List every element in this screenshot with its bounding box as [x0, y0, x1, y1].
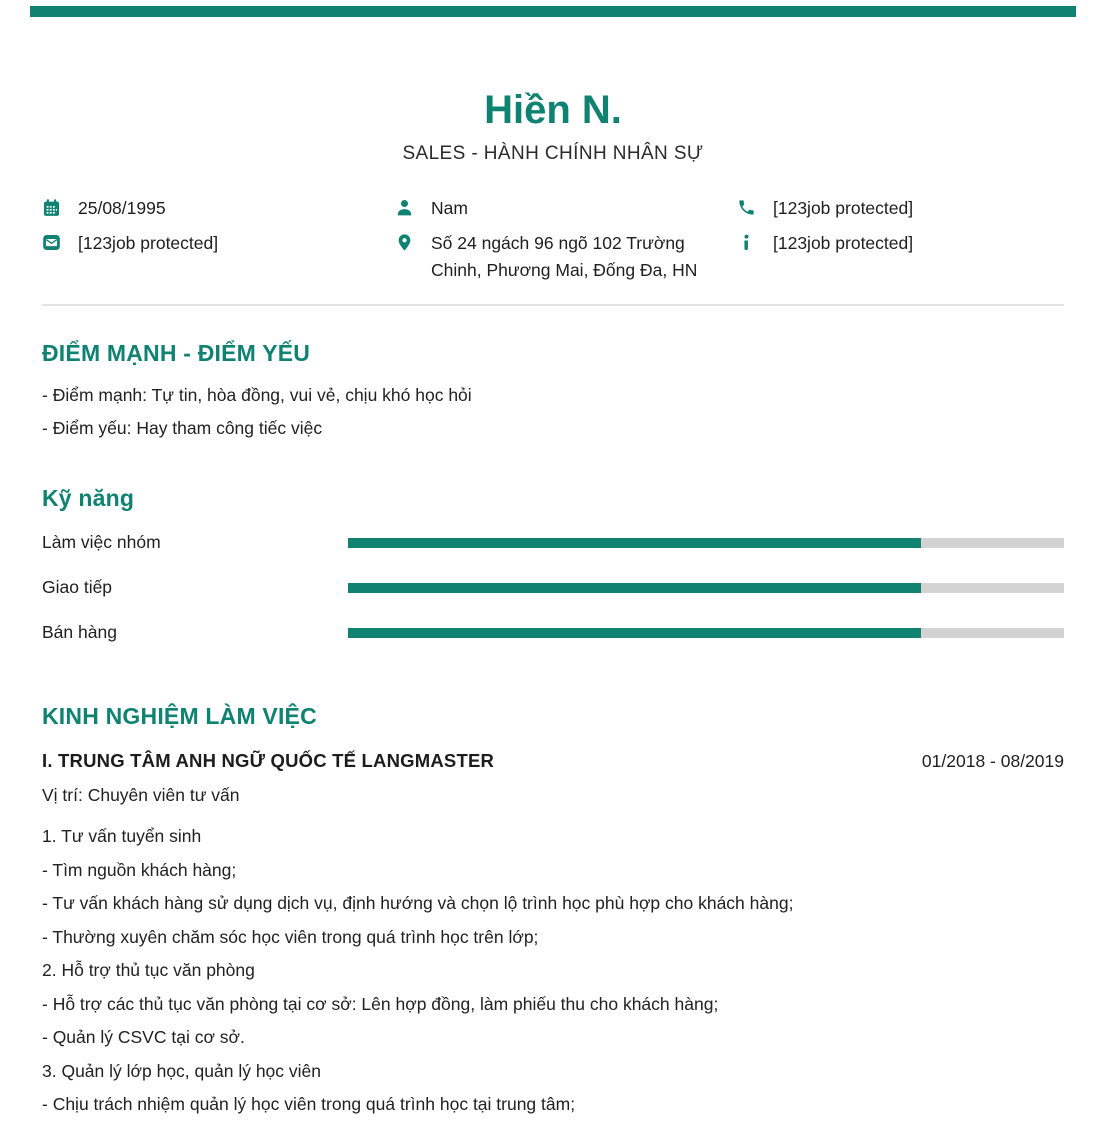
detail-line: - Quản lý CSVC tại cơ sở.	[42, 1027, 245, 1047]
weakness-line: - Điểm yếu: Hay tham công tiếc việc	[42, 418, 323, 438]
other-contact-text: [123job protected]	[773, 233, 914, 253]
detail-line: - Chịu trách nhiệm quản lý học viên trong quá trình học tại trung tâm;	[42, 1094, 576, 1114]
skills-list	[42, 520, 1064, 655]
contact-gender	[395, 195, 737, 222]
section-divider	[42, 304, 1064, 306]
address-text: Số 24 ngách 96 ngõ 102 Trường Chinh, Phương Mai, Đống Đa, HN	[431, 233, 698, 280]
detail-line: 1. Tư vấn tuyển sinh	[42, 826, 202, 846]
skill-bar-track	[348, 628, 1064, 638]
contact-other	[737, 230, 1064, 284]
detail-line: 3. Quản lý lớp học, quản lý học viên	[42, 1060, 322, 1081]
strengths-lines	[42, 379, 1064, 445]
detail-line: 2. Hỗ trợ thủ tục văn phòng	[42, 960, 255, 980]
contact-phone	[737, 195, 1064, 222]
skill-bar-fill	[348, 628, 921, 638]
calendar-icon	[42, 198, 64, 218]
candidate-job-title: SALES - HÀNH CHÍNH NHÂN SỰ	[402, 143, 704, 164]
phone-icon	[737, 198, 759, 218]
detail-line: - Thường xuyên chăm sóc học viên trong quá trình học trên lớp;	[42, 926, 539, 947]
employment-period: 01/2018 - 08/2019	[921, 751, 1064, 771]
skill-bar-track	[348, 583, 1064, 593]
skill-bar-fill	[348, 583, 921, 593]
contact-address	[395, 230, 737, 284]
page-top-accent-bar	[30, 6, 1076, 17]
experience-entry-header	[42, 750, 1064, 772]
strength-line: - Điểm mạnh: Tự tin, hòa đồng, vui vẻ, chịu khó học hỏi	[42, 385, 472, 405]
contact-birthdate	[42, 195, 395, 222]
skill-row	[42, 565, 1064, 610]
user-icon	[395, 198, 417, 218]
skill-label: Làm việc nhóm	[42, 532, 161, 552]
mail-icon	[42, 233, 64, 253]
contact-info-grid	[42, 195, 1064, 284]
gender-text: Nam	[431, 198, 468, 218]
skill-label: Bán hàng	[42, 622, 117, 642]
job-details	[42, 820, 1064, 1122]
job-position: Vị trí: Chuyên viên tư vấn	[42, 785, 240, 805]
detail-line: - Tư vấn khách hàng sử dụng dịch vụ, định hướng và chọn lộ trình học phù hợp cho khách hàng;	[42, 893, 794, 913]
detail-line: - Tìm nguồn khách hàng;	[42, 859, 237, 880]
detail-line: - Hỗ trợ các thủ tục văn phòng tại cơ sở: Lên hợp đồng, làm phiếu thu cho khách hàng;	[42, 993, 719, 1014]
skill-bar-track	[348, 538, 1064, 548]
contact-email	[42, 230, 395, 284]
info-icon	[737, 233, 759, 253]
skill-row	[42, 520, 1064, 565]
strengths-section-heading: ĐIỂM MẠNH - ĐIỂM YẾU	[42, 340, 311, 366]
email-text: [123job protected]	[78, 233, 219, 253]
map-pin-icon	[395, 233, 417, 253]
candidate-name: Hiền N.	[484, 88, 622, 132]
skill-row	[42, 610, 1064, 655]
company-name: I. TRUNG TÂM ANH NGỮ QUỐC TẾ LANGMASTER	[42, 750, 495, 771]
phone-text: [123job protected]	[773, 198, 914, 218]
experience-section-heading: KINH NGHIỆM LÀM VIỆC	[42, 703, 317, 729]
birthdate-text: 25/08/1995	[78, 198, 166, 218]
skills-section-heading: Kỹ năng	[42, 485, 135, 511]
skill-bar-fill	[348, 538, 921, 548]
skill-label: Giao tiếp	[42, 577, 113, 597]
